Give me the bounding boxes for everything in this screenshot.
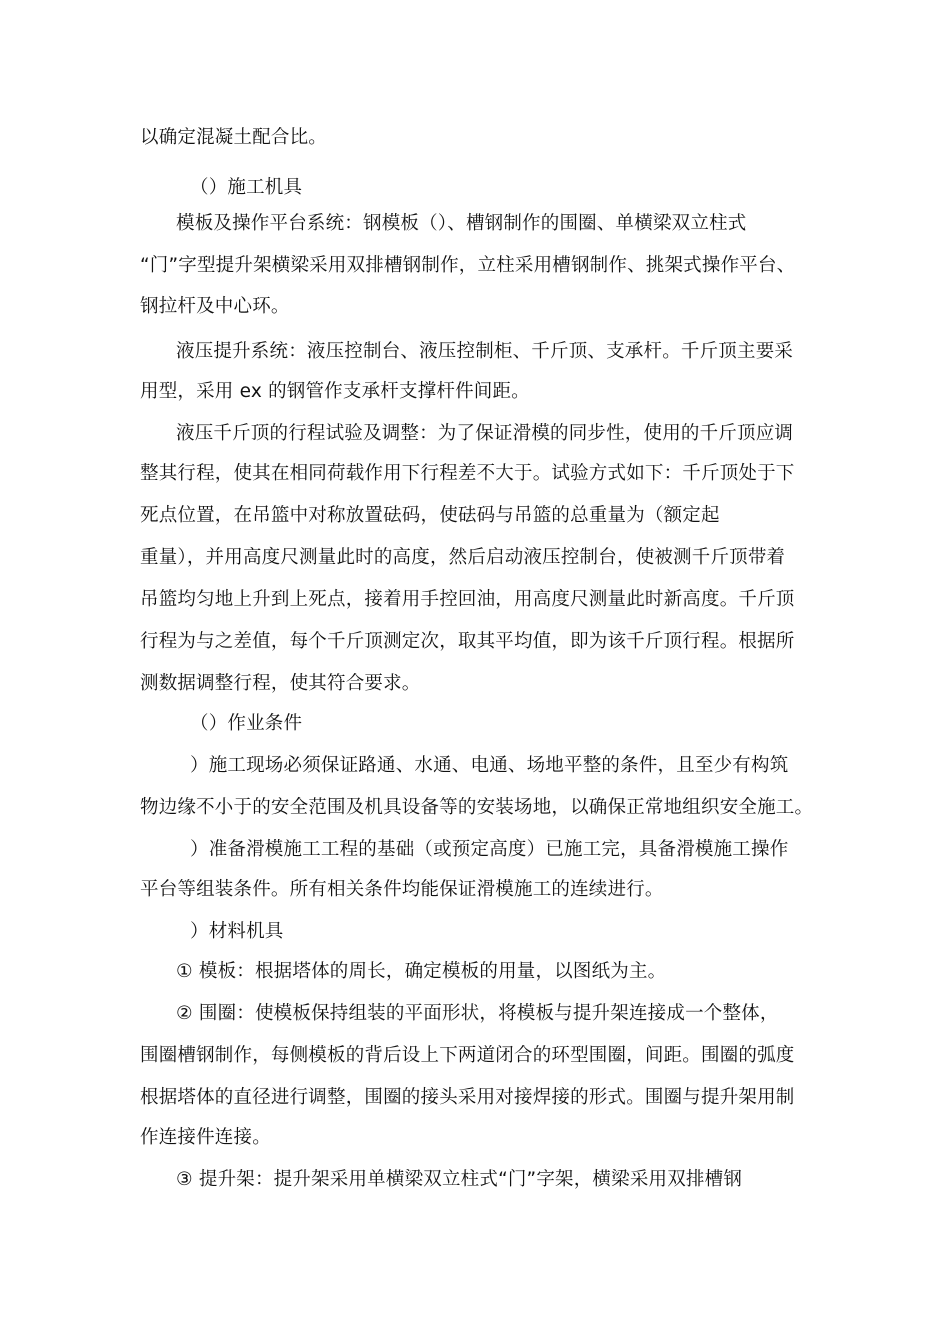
text-line: 死点位置，在吊篮中对称放置砝码，使砝码与吊篮的总重量为（额定起 (140, 505, 720, 526)
text-line: 行程为与之差值，每个千斤顶测定次，取其平均值，即为该千斤顶行程。根据所 (140, 631, 795, 652)
text-line: 以确定混凝土配合比。 (140, 127, 328, 148)
text-line: 用型，采用 ex 的钢管作支承杆支撑杆件间距。 (140, 381, 530, 402)
text-line: 平台等组装条件。所有相关条件均能保证滑模施工的连续进行。 (140, 879, 664, 900)
text-line: 作连接件连接。 (140, 1127, 271, 1148)
text-line: “门”字型提升架横梁采用双排槽钢制作，立柱采用槽钢制作、挑架式操作平台、 (140, 255, 796, 276)
text-line: 整其行程，使其在相同荷载作用下行程差不大于。试验方式如下：千斤顶处于下 (140, 463, 795, 484)
section-heading: ）材料机具 (190, 921, 284, 942)
text-line: ）施工现场必须保证路通、水通、电通、场地平整的条件，且至少有构筑 (190, 755, 789, 776)
text-line: 钢拉杆及中心环。 (140, 296, 290, 317)
text-line: 根据塔体的直径进行调整，围圈的接头采用对接焊接的形式。围圈与提升架用制 (140, 1087, 795, 1108)
text-line: 吊篮均匀地上升到上死点，接着用手控回油，用高度尺测量此时新高度。千斤顶 (140, 589, 795, 610)
text-line: 模板及操作平台系统：钢模板（）、槽钢制作的围圈、单横梁双立柱式 (176, 213, 747, 234)
text-line: 液压提升系统：液压控制台、液压控制柜、千斤顶、支承杆。千斤顶主要采 (176, 341, 794, 362)
text-line: 围圈槽钢制作，每侧模板的背后设上下两道闭合的环型围圈，间距。围圈的弧度 (140, 1045, 795, 1066)
text-line: 液压千斤顶的行程试验及调整：为了保证滑模的同步性，使用的千斤顶应调 (176, 423, 794, 444)
text-line: ① 模板：根据塔体的周长，确定模板的用量，以图纸为主。 (176, 961, 667, 982)
text-line: ② 围圈：使模板保持组装的平面形状，将模板与提升架连接成一个整体， (176, 1003, 779, 1024)
text-line: 重量），并用高度尺测量此时的高度，然后启动液压控制台，使被测千斤顶带着 (140, 547, 786, 568)
text-line: 物边缘不小于的安全范围及机具设备等的安装场地，以确保正常地组织安全施工。 (140, 797, 814, 818)
section-heading: （）施工机具 (190, 177, 303, 198)
text-line: ）准备滑模施工工程的基础（或预定高度）已施工完，具备滑模施工操作 (190, 839, 789, 860)
text-line: 测数据调整行程，使其符合要求。 (140, 673, 421, 694)
section-heading: （）作业条件 (190, 713, 303, 734)
text-line: ③ 提升架：提升架采用单横梁双立柱式“门”字架，横梁采用双排槽钢 (176, 1169, 743, 1190)
